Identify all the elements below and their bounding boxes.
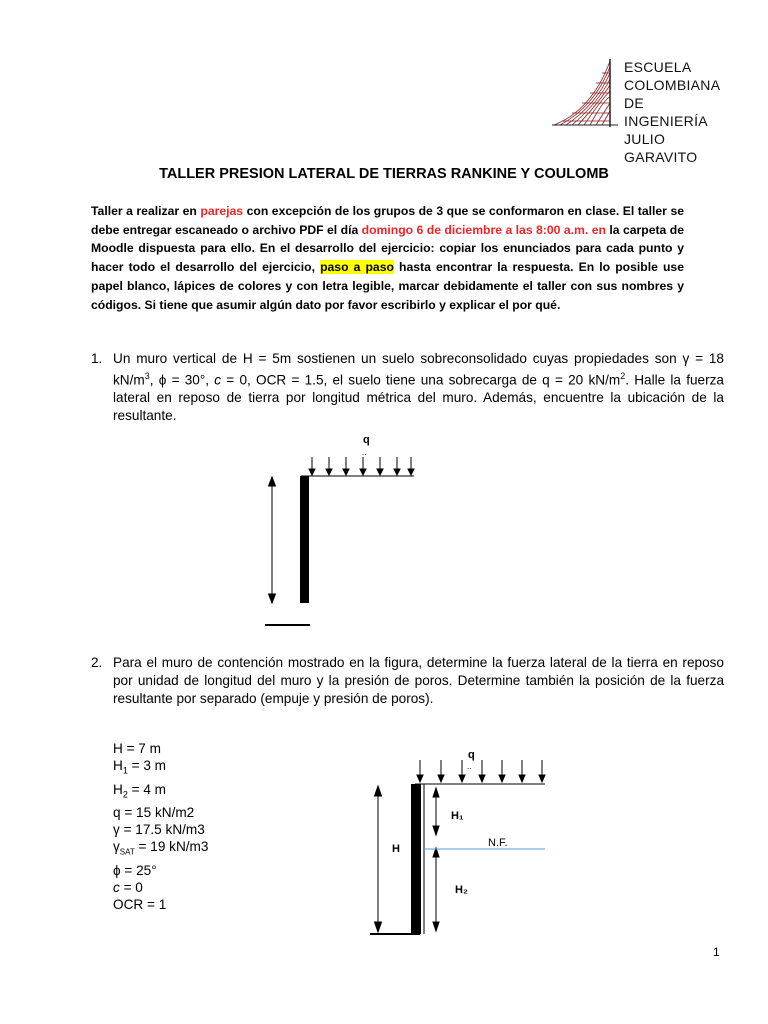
fig1-q-label: q bbox=[363, 434, 370, 446]
surcharge-arrows-2 bbox=[415, 760, 545, 784]
page-number: 1 bbox=[713, 945, 720, 959]
fig2-nf-label: N.F. bbox=[488, 837, 508, 849]
param-gsat-b: = 19 kN/m3 bbox=[134, 839, 209, 855]
param-q: q = 15 kN/m2 bbox=[113, 804, 195, 820]
p1-sup-1: 3 bbox=[144, 370, 150, 381]
logo-line-3: DE INGENIERÍA bbox=[624, 95, 708, 129]
param-gamma-sat bbox=[113, 838, 208, 861]
p1-text-c: = 0, OCR = 1.5, el suelo tiene una sobrecarga de q = 20 kN/m bbox=[221, 372, 621, 388]
p1-text-b: , ϕ = 30°, bbox=[149, 372, 215, 388]
fig2-q-label: q bbox=[468, 749, 475, 761]
problem-2-text: Para el muro de contención mostrado en la figura, determine la fuerza lateral de la tierra en reposo por unidad de longitud del muro y la presión de poros. Determine también la posición de la fuerza resultante por separado (empuje y presión de poros). bbox=[113, 655, 724, 706]
wall-1 bbox=[300, 476, 309, 603]
h1-dimension bbox=[433, 788, 439, 835]
height-dimension-2 bbox=[375, 786, 382, 932]
surcharge-arrows-1 bbox=[301, 457, 414, 476]
param-h2-a: H bbox=[113, 781, 123, 797]
p1-text-a: Un muro vertical de H = 5m sostienen un suelo sobreconsolidado cuyas propiedades son γ = 18 kN/m bbox=[113, 351, 724, 388]
param-h1-b: = 3 m bbox=[127, 758, 166, 774]
intro-parejas: parejas bbox=[200, 204, 244, 218]
param-c-a: c bbox=[113, 880, 120, 895]
param-h1-sub: 1 bbox=[122, 766, 128, 777]
logo-line-1: ESCUELA bbox=[624, 59, 692, 75]
param-c-b: = 0 bbox=[119, 880, 143, 895]
fig1-q-dots: .. bbox=[362, 448, 367, 457]
param-h2-b: = 4 m bbox=[127, 781, 166, 797]
logo-line-2: COLOMBIANA bbox=[624, 77, 721, 93]
param-h: H = 7 m bbox=[113, 741, 161, 756]
p1-sup-2: 2 bbox=[620, 370, 626, 381]
problem-2-number: 2. bbox=[91, 655, 103, 670]
wall-2 bbox=[411, 784, 421, 934]
param-gsat-a: γ bbox=[113, 839, 120, 855]
param-h1 bbox=[113, 757, 208, 780]
instructions-paragraph bbox=[91, 202, 684, 314]
param-gamma: γ = 17.5 kN/m3 bbox=[113, 822, 205, 838]
logo-line-4: JULIO GARAVITO bbox=[624, 131, 698, 165]
intro-text-2: con excepción de los grupos de 3 que se conformaron en clase. El taller se debe entregar escaneado o archivo PDF el día bbox=[91, 204, 684, 237]
fig2-h1-label: H₁ bbox=[451, 810, 464, 822]
p1-c: c bbox=[214, 372, 222, 388]
problem-1-text bbox=[113, 350, 724, 425]
intro-deadline: domingo 6 de diciembre a las 8:00 a.m. en bbox=[361, 222, 606, 237]
document-title: TALLER PRESION LATERAL DE TIERRAS RANKINE Y COULOMB bbox=[159, 166, 609, 182]
fig2-q-dots: .. bbox=[467, 762, 472, 771]
intro-text-3: la carpeta de Moodle dispuesta para ello. En el desarrollo del ejercicio: copiar los enunciados para cada punto y hacer todo el desarrollo del ejercicio, bbox=[91, 222, 684, 275]
intro-text-1: Taller a realizar en bbox=[91, 204, 201, 218]
param-c bbox=[113, 879, 208, 896]
problem-2-parameters bbox=[113, 740, 208, 914]
logo-text bbox=[624, 58, 724, 166]
intro-paso-a-paso: paso a paso bbox=[320, 260, 394, 275]
problem-1-number: 1. bbox=[91, 351, 103, 366]
logo-mark-icon bbox=[552, 55, 622, 130]
intro-text-4: hasta encontrar la respuesta. En lo posible use papel blanco, lápices de colores y con letra legible, marcar debidamente el taller con sus nombres y códigos. Si tiene que asumir algún dato por favor escribirlo y explicar el por qué. bbox=[91, 260, 684, 312]
p1-text-d: . Halle la fuerza lateral en reposo de tierra por longitud métrica del muro. Además, encuentre la ubicación de la resultante. bbox=[113, 372, 724, 423]
problem-2 bbox=[91, 654, 724, 707]
param-ocr: OCR = 1 bbox=[113, 897, 167, 913]
param-h2-sub: 2 bbox=[122, 789, 128, 800]
param-h1-a: H bbox=[113, 758, 123, 774]
param-h2 bbox=[113, 781, 208, 804]
param-gsat-sub: SAT bbox=[119, 848, 135, 858]
param-phi: ϕ = 25° bbox=[113, 862, 157, 878]
university-logo bbox=[552, 55, 722, 165]
fig2-h-label: H bbox=[392, 843, 400, 855]
fig2-h2-label: H₂ bbox=[455, 884, 468, 896]
h2-dimension bbox=[433, 848, 439, 931]
height-dimension-1 bbox=[269, 477, 276, 603]
problem-1 bbox=[91, 350, 724, 425]
